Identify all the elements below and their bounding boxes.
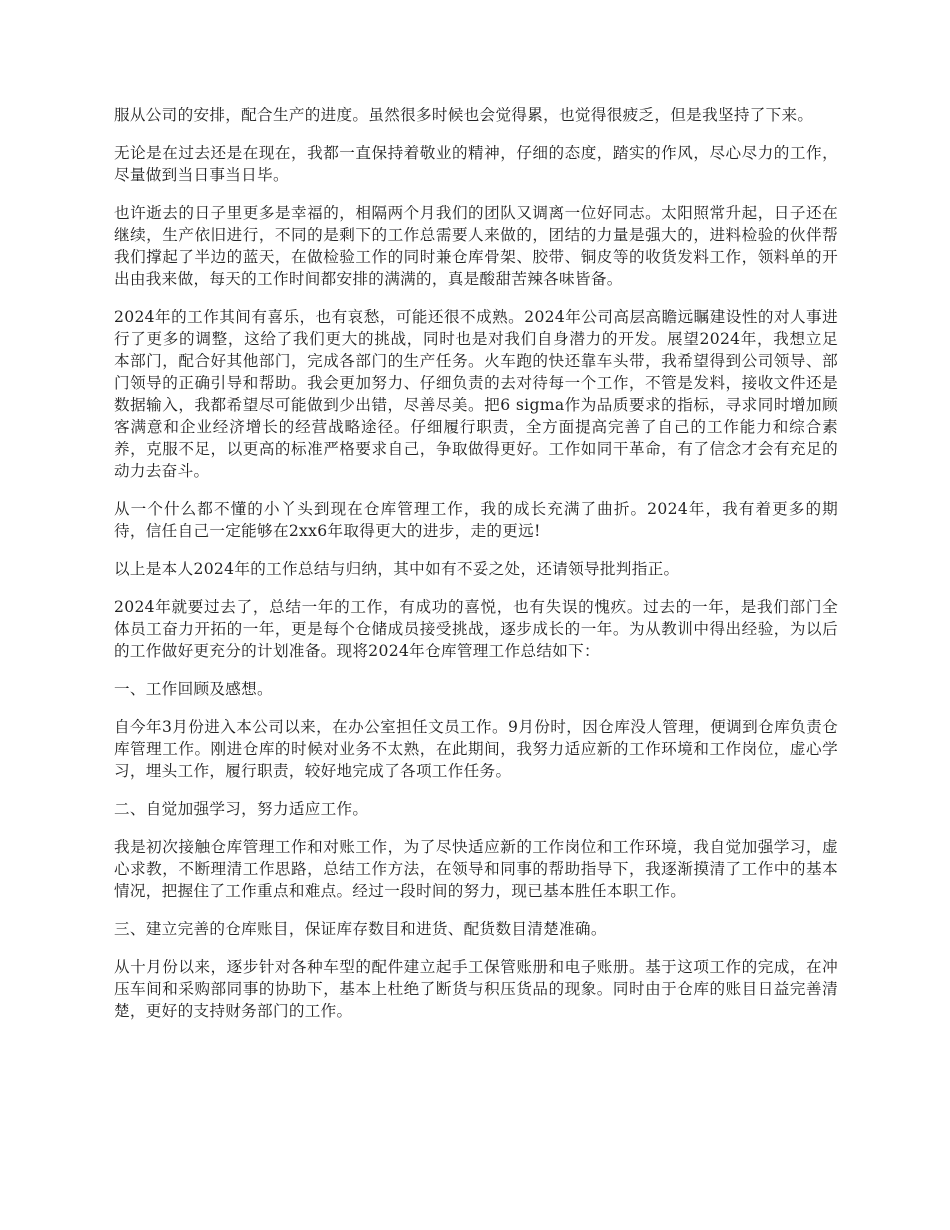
paragraph: 无论是在过去还是在现在，我都一直保持着敬业的精神，仔细的态度，踏实的作风，尽心尽力的工作，尽量做到当日事当日毕。	[114, 144, 838, 184]
section-heading: 三、建立完善的仓库账目，保证库存数目和进货、配货数目清楚准确。	[114, 920, 607, 938]
paragraph: 2024年的工作其间有喜乐，也有哀愁，可能还很不成熟。2024年公司高层高瞻远瞩建设性的对人事进行了更多的调整，这给了我们更大的挑战，同时也是对我们自身潜力的开发。展望2024年，我想立足本部门，配合好其他部门，完成各部门的生产任务。火车跑的快还靠车头带，我希望得到公司领导、部门领导的正确引导和帮助。我会更加努力、仔细负责的去对待每一个工作，不管是发料，接收文件还是数据输入，我都希望尽可能做到少出错，尽善尽美。把6 sigma作为品质要求的指标，寻求同时增加顾客满意和企业经济增长的经营战略途径。仔细履行职责，全方面提高完善了自己的工作能力和综合素养，克服不足，以更高的标准严格要求自己，争取做得更好。工作如同干革命，有了信念才会有充足的动力去奋斗。	[114, 308, 838, 480]
paragraph: 以上是本人2024年的工作总结与归纳，其中如有不妥之处，还请领导批判指正。	[114, 560, 680, 578]
paragraph: 自今年3月份进入本公司以来，在办公室担任文员工作。9月份时，因仓库没人管理，便调到仓库负责仓库管理工作。刚进仓库的时候对业务不太熟，在此期间，我努力适应新的工作环境和工作岗位，虚心学习，埋头工作，履行职责，较好地完成了各项工作任务。	[114, 718, 838, 780]
paragraph: 我是初次接触仓库管理工作和对账工作，为了尽快适应新的工作岗位和工作环境，我自觉加强学习，虚心求教，不断理清工作思路，总结工作方法，在领导和同事的帮助指导下，我逐渐摸清了工作中的基本情况，把握住了工作重点和难点。经过一段时间的努力，现已基本胜任本职工作。	[114, 838, 838, 900]
paragraph: 从一个什么都不懂的小丫头到现在仓库管理工作，我的成长充满了曲折。2024年，我有着更多的期待，信任自己一定能够在2xx6年取得更大的进步，走的更远!	[114, 500, 838, 540]
paragraph: 从十月份以来，逐步针对各种车型的配件建立起手工保管账册和电子账册。基于这项工作的完成，在冲压车间和采购部同事的协助下，基本上杜绝了断货与积压货品的现象。同时由于仓库的账目日益完善清楚，更好的支持财务部门的工作。	[114, 958, 838, 1020]
paragraph: 服从公司的安排，配合生产的进度。虽然很多时候也会觉得累，也觉得很疲乏，但是我坚持了下来。	[114, 106, 814, 124]
section-heading: 一、工作回顾及感想。	[114, 680, 273, 698]
section-heading: 二、自觉加强学习，努力适应工作。	[114, 800, 369, 818]
paragraph: 也许逝去的日子里更多是幸福的，相隔两个月我们的团队又调离一位好同志。太阳照常升起，日子还在继续，生产依旧进行，不同的是剩下的工作总需要人来做的，团结的力量是强大的，进料检验的伙伴帮我们撑起了半边的蓝天，在做检验工作的同时兼仓库骨架、胶带、铜皮等的收货发料工作，领料单的开出由我来做，每天的工作时间都安排的满满的，真是酸甜苦辣各味皆备。	[114, 204, 838, 288]
paragraph: 2024年就要过去了，总结一年的工作，有成功的喜悦，也有失误的愧疚。过去的一年，是我们部门全体员工奋力开拓的一年，更是每个仓储成员接受挑战，逐步成长的一年。为从教训中得出经验，为以后的工作做好更充分的计划准备。现将2024年仓库管理工作总结如下：	[114, 598, 838, 660]
document-body	[114, 104, 838, 1038]
